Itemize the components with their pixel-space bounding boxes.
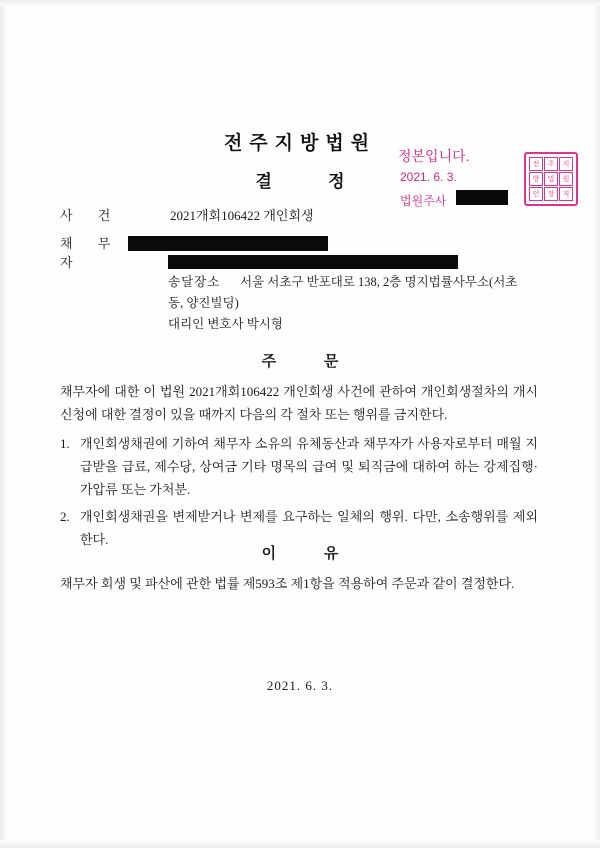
- scan-edge-top: [0, 0, 600, 6]
- seal-char: 주: [544, 157, 558, 171]
- list-item-text: 개인회생채권을 변제받거나 변제를 요구하는 일체의 행위. 다만, 소송행위를 제외한다.: [80, 509, 538, 547]
- certified-copy-text: 정본입니다.: [398, 148, 470, 164]
- service-address-label: 송달장소: [168, 275, 221, 289]
- court-seal-icon: [524, 152, 578, 206]
- court-title: 전주지방법원: [223, 133, 377, 154]
- redaction-bar-clerk-name: [456, 190, 508, 205]
- case-fields: [60, 205, 530, 270]
- service-agent-line: 대리인 변호사 박시형: [168, 317, 283, 331]
- list-item: [60, 432, 538, 501]
- list-item-number: 2.: [60, 509, 70, 524]
- field-value-case: 2021개회106422 개인회생: [170, 208, 314, 223]
- list-item-text: 개인회생채권에 기하여 채무자 소유의 유체동산과 채무자가 사용자로부터 매월 지급받을 급료, 제수당, 상여금 기타 명목의 급여 및 퇴직금에 대하여 하는 강제집행·가압류 또는 가처분.: [80, 436, 538, 497]
- section-heading-reason: 이 유: [261, 546, 361, 562]
- seal-character-grid: [529, 157, 573, 201]
- judgment-item-list: [60, 432, 538, 555]
- field-label-debtor: 채 무 자: [60, 236, 122, 270]
- service-address-block: [168, 272, 528, 335]
- stamp-date: 2021. 6. 3.: [400, 170, 457, 184]
- seal-char: 직: [559, 187, 573, 201]
- seal-char: 장: [544, 187, 558, 201]
- seal-char: 지: [559, 157, 573, 171]
- judgment-paragraph: 채무자에 대한 이 법원 2021개회106422 개인회생 사건에 관하여 개인회생절차의 개시신청에 대한 결정이 있을 때까지 다음의 각 절차 또는 행위를 금지한다.: [60, 384, 538, 422]
- reason-paragraph: 채무자 회생 및 파산에 관한 법률 제593조 제1항을 적용하여 주문과 같이 결정한다.: [60, 576, 515, 591]
- seal-char: 인: [529, 187, 543, 201]
- service-address-line1: 서울 서초구 반포대로 138, 2층 명지법률사무소(서초: [240, 275, 518, 289]
- redaction-bar-debtor-address: [168, 255, 458, 269]
- section-heading-judgment: 주 문: [261, 354, 361, 370]
- list-item-number: 1.: [60, 436, 70, 451]
- redaction-bar-debtor-name: [128, 236, 328, 251]
- service-address-line2: 동, 양진빌딩): [168, 296, 239, 310]
- field-row-case: [60, 205, 530, 233]
- seal-char: 법: [544, 172, 558, 186]
- seal-char: 전: [529, 157, 543, 171]
- scan-edge-bottom: [0, 840, 600, 848]
- seal-char: 원: [559, 172, 573, 186]
- stamp-role-label: 법원주사: [400, 194, 447, 208]
- document-kind-title: 결 정: [255, 172, 371, 191]
- field-label-case: 사 건: [60, 208, 122, 223]
- decision-date: 2021. 6. 3.: [266, 678, 334, 693]
- seal-char: 방: [529, 172, 543, 186]
